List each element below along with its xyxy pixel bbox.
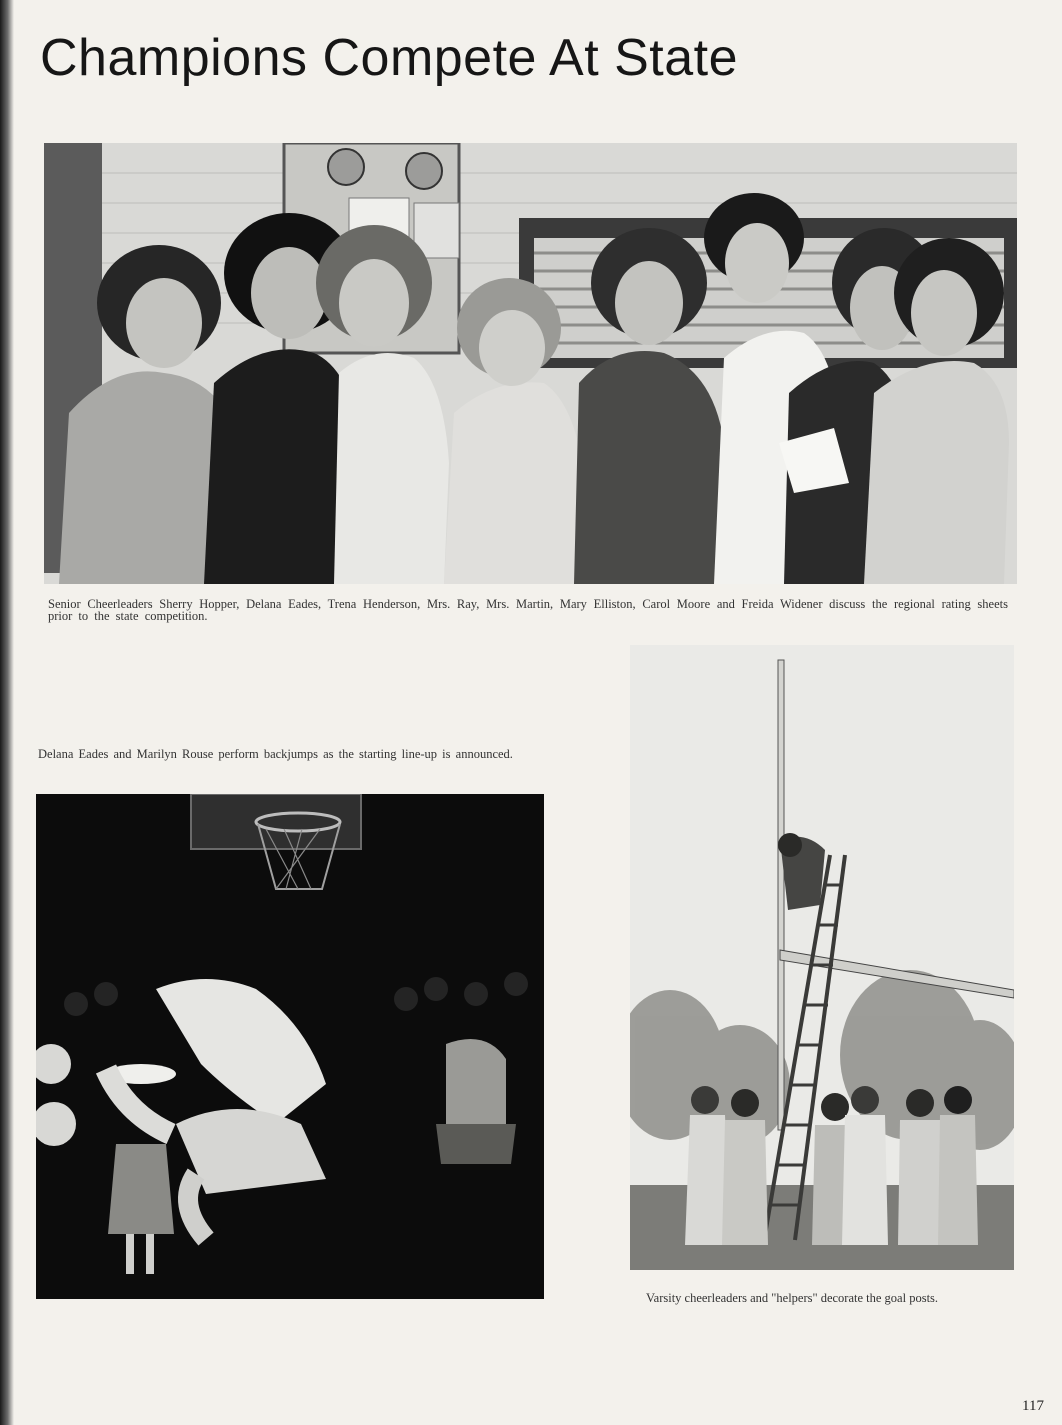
goalpost-decorating-photo xyxy=(630,645,1014,1270)
backjump-gym-photo xyxy=(36,794,544,1299)
goalpost-photo-caption: Varsity cheerleaders and "helpers" decorate the goal posts. xyxy=(646,1291,939,1305)
page-binding-shadow xyxy=(0,0,14,1425)
page-headline: Champions Compete At State xyxy=(40,29,739,87)
group-photo-caption: Senior Cheerleaders Sherry Hopper, Delana Eades, Trena Henderson, Mrs. Ray, Mrs. Martin, Mary Elliston, Carol Moore and Freida Widener discuss the regional rating sheets prior to the state competition. xyxy=(48,597,1008,623)
page-number: 117 xyxy=(1022,1398,1044,1414)
cheerleaders-group-photo xyxy=(44,143,1017,584)
gym-photo-caption: Delana Eades and Marilyn Rouse perform backjumps as the starting line-up is announced. xyxy=(38,747,513,761)
